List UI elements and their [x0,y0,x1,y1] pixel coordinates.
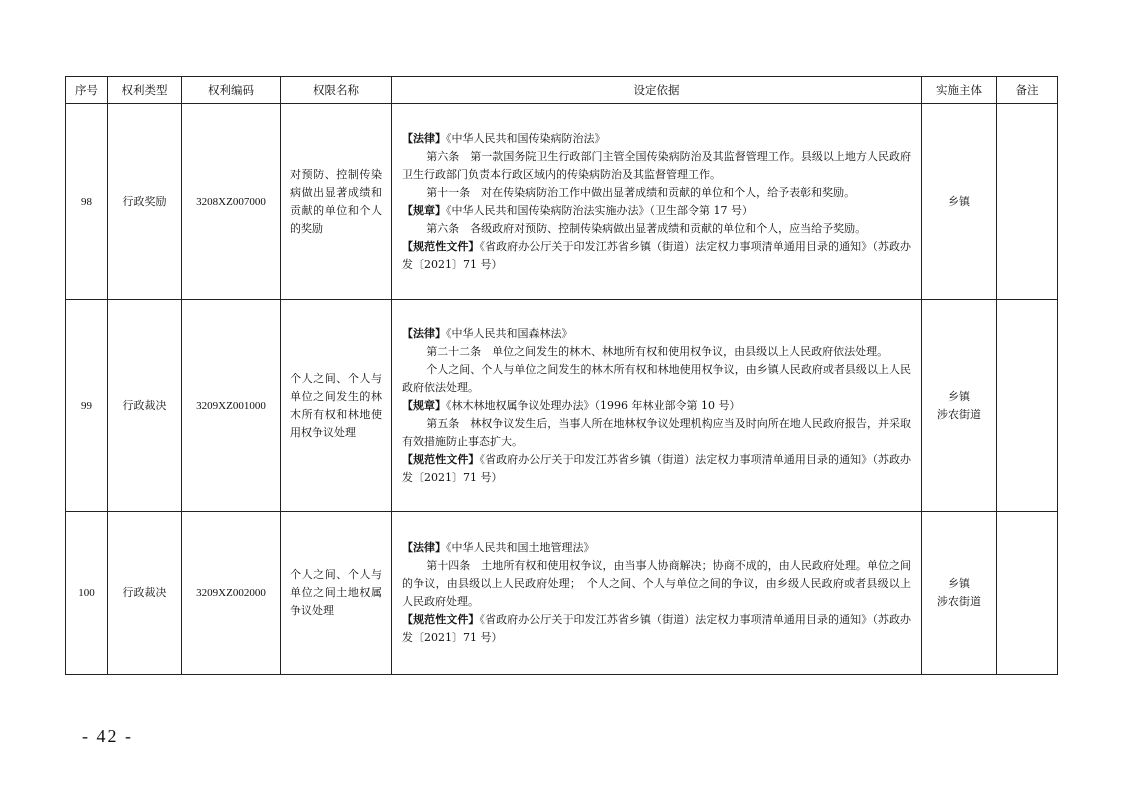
row-subject [922,300,997,512]
basis-paragraph [402,397,911,415]
basis-text: 个人之间、个人与单位之间发生的林木所有权和林地使用权争议，由乡镇人民政府或者县级以上人民政府依法处理。 [402,362,911,394]
basis-text: 《中华人民共和国传染病防治法实施办法》（卫生部令第 17 号） [446,203,753,217]
row-remarks [997,512,1058,675]
basis-paragraph [402,184,911,202]
basis-tag: 【法律】 [402,326,446,340]
subject-line: 涉农街道 [937,407,981,421]
row-basis [392,512,922,675]
basis-tag: 【规范性文件】 [402,239,480,253]
row-subject [922,512,997,675]
row-name: 个人之间、个人与单位之间发生的林木所有权和林地使用权争议处理 [281,300,392,512]
basis-paragraph [402,415,911,451]
basis-paragraph [402,148,911,184]
page-number: - 42 - [82,726,133,746]
basis-text: 《中华人民共和国森林法》 [446,326,573,340]
header-type: 权利类型 [108,77,182,104]
basis-text: 第十四条 土地所有权和使用权争议，由当事人协商解决；协商不成的，由人民政府处理。单位之间的争议，由县级以上人民政府处理； 个人之间、个人与单位之间的争议，由乡级人民政府或者县级以上人民政府处理。 [402,559,911,608]
basis-tag: 【规范性文件】 [402,452,480,466]
row-type: 行政裁决 [108,512,182,675]
basis-tag: 【法律】 [402,131,446,145]
row-no: 99 [66,300,108,512]
basis-paragraph [402,325,911,343]
basis-paragraph [402,557,911,611]
basis-text: 《省政府办公厅关于印发江苏省乡镇（街道）法定权力事项清单通用目录的通知》（苏政办发〔2021〕71 号） [402,239,912,271]
row-no: 100 [66,512,108,675]
basis-text: 第六条 第一款国务院卫生行政部门主管全国传染病防治及其监督管理工作。县级以上地方人民政府卫生行政部门负责本行政区域内的传染病防治及其监督管理工作。 [402,149,911,181]
row-type: 行政奖励 [108,104,182,300]
basis-text: 《中华人民共和国土地管理法》 [446,541,595,554]
basis-text: 《省政府办公厅关于印发江苏省乡镇（街道）法定权力事项清单通用目录的通知》（苏政办发〔2021〕71 号） [402,613,912,644]
row-type: 行政裁决 [108,300,182,512]
basis-paragraph [402,202,911,220]
basis-tag: 【规范性文件】 [402,613,480,626]
row-code: 3209XZ001000 [182,300,281,512]
header-remarks: 备注 [997,77,1058,104]
row-code: 3209XZ002000 [182,512,281,675]
header-subject: 实施主体 [922,77,997,104]
table-row [66,300,1058,512]
row-basis [392,104,922,300]
basis-text: 《中华人民共和国传染病防治法》 [446,131,606,145]
basis-text: 第二十二条 单位之间发生的林木、林地所有权和使用权争议，由县级以上人民政府依法处理。 [426,344,889,358]
basis-paragraph [402,238,911,274]
basis-paragraph [402,343,911,361]
row-name: 个人之间、个人与单位之间土地权属争议处理 [281,512,392,675]
authority-table [65,76,1058,675]
header-name: 权限名称 [281,77,392,104]
basis-text: 第五条 林权争议发生后，当事人所在地林权争议处理机构应当及时向所在地人民政府报告，并采取有效措施防止事态扩大。 [402,416,911,448]
subject-line: 乡镇 [948,577,970,590]
basis-tag: 【规章】 [402,398,446,412]
basis-paragraph [402,539,911,557]
basis-text: 《省政府办公厅关于印发江苏省乡镇（街道）法定权力事项清单通用目录的通知》（苏政办发〔2021〕71 号） [402,452,912,484]
subject-line: 乡镇 [948,194,970,208]
basis-paragraph [402,361,911,397]
header-code: 权利编码 [182,77,281,104]
header-no: 序号 [66,77,108,104]
header-basis: 设定依据 [392,77,922,104]
basis-tag: 【法律】 [402,541,446,554]
subject-line: 乡镇 [948,389,970,403]
basis-paragraph [402,220,911,238]
row-name: 对预防、控制传染病做出显著成绩和贡献的单位和个人的奖励 [281,104,392,300]
subject-line: 涉农街道 [937,595,981,608]
basis-text: 第十一条 对在传染病防治工作中做出显著成绩和贡献的单位和个人，给予表彰和奖励。 [426,185,856,199]
basis-paragraph [402,611,911,647]
table-row [66,512,1058,675]
basis-tag: 【规章】 [402,203,446,217]
row-subject [922,104,997,300]
header-row [66,77,1058,104]
table-row [66,104,1058,300]
basis-paragraph [402,451,911,487]
row-code: 3208XZ007000 [182,104,281,300]
basis-text: 《林木林地权属争议处理办法》（1996 年林业部令第 10 号） [446,398,741,412]
row-basis [392,300,922,512]
basis-paragraph [402,130,911,148]
row-no: 98 [66,104,108,300]
basis-text: 第六条 各级政府对预防、控制传染病做出显著成绩和贡献的单位和个人，应当给予奖励。 [426,221,867,235]
row-remarks [997,300,1058,512]
row-remarks [997,104,1058,300]
